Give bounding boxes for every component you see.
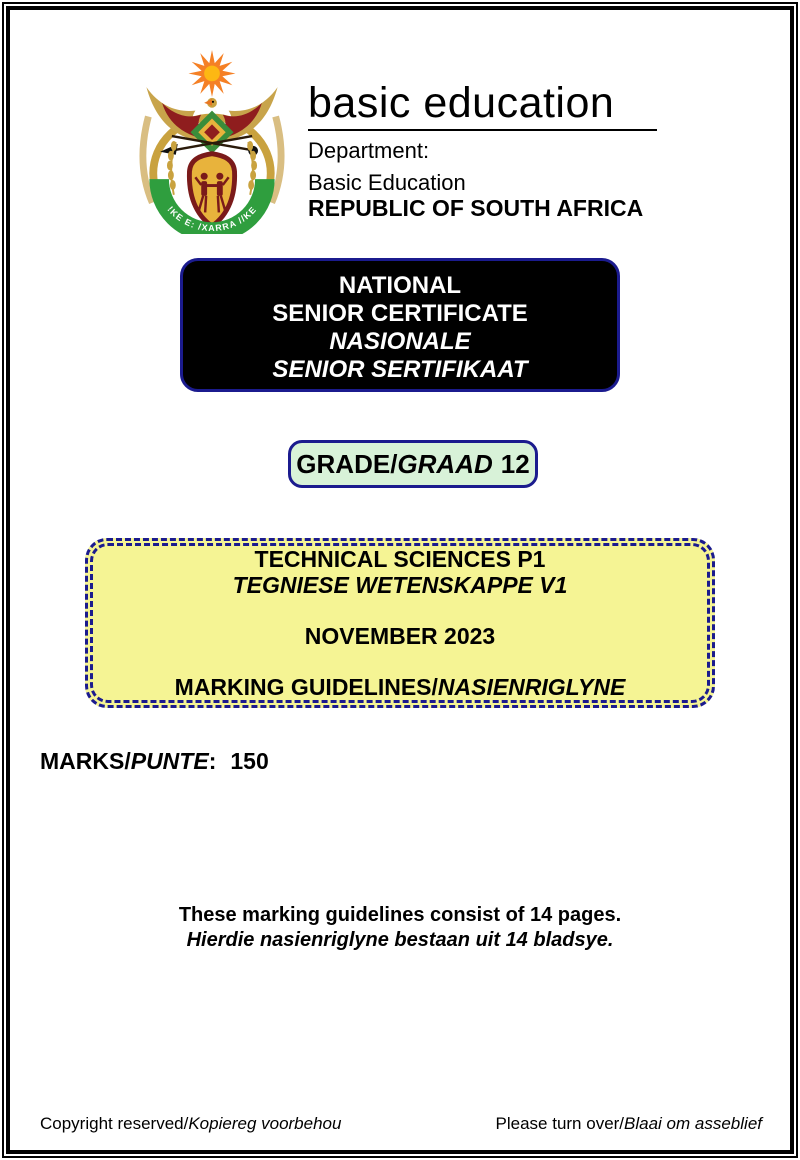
certificate-banner (180, 258, 620, 392)
grade-badge (288, 440, 538, 488)
grade-number: 12 (500, 448, 530, 479)
doc-type-af: NASIENRIGLYNE (437, 674, 626, 700)
sun-core (204, 66, 220, 82)
copyright-notice (40, 1114, 341, 1134)
page-count-note (0, 903, 800, 953)
doc-type-en: MARKING GUIDELINES/ (174, 674, 438, 700)
brand-title: basic education (308, 79, 615, 127)
exam-info-box (85, 538, 715, 708)
subject-title-af: TEGNIESE WETENSKAPPE V1 (232, 572, 568, 598)
turn-over-af: Blaai om asseblief (624, 1114, 762, 1133)
page-count-af: Hierdie nasienriglyne bestaan uit 14 bladsye. (186, 929, 614, 951)
wheat-grain (250, 151, 256, 161)
department-header (308, 80, 668, 221)
page-count-en: These marking guidelines consist of 14 pages. (178, 904, 622, 926)
coat-of-arms-emblem (138, 48, 286, 234)
grade-label-af: GRAAD (397, 448, 493, 479)
grade-label-en: GRADE/ (296, 448, 398, 479)
motto-text: !KE E: /XARRA //KE (165, 204, 259, 234)
copyright-af: Kopiereg voorbehou (188, 1114, 342, 1133)
wheat-grain (247, 141, 253, 151)
certificate-line: SENIOR CERTIFICATE (272, 300, 528, 327)
copyright-en: Copyright reserved/ (40, 1114, 189, 1133)
department-name: Basic Education (308, 170, 466, 195)
exam-info-inner (90, 543, 710, 703)
shield (189, 154, 234, 226)
country-name: REPUBLIC OF SOUTH AFRICA (308, 195, 644, 221)
wheat-grain (167, 161, 173, 171)
wheat-grain (248, 180, 254, 190)
turn-over-notice (496, 1114, 762, 1134)
wheat-grain (168, 151, 174, 161)
certificate-line: NASIONALE (329, 328, 471, 355)
wheat-grain (170, 180, 176, 190)
department-label: Department: (308, 138, 430, 163)
turn-over-en: Please turn over/ (495, 1114, 625, 1133)
wheat-grain (168, 170, 174, 180)
subject-title-en: TECHNICAL SCIENCES P1 (254, 546, 546, 572)
certificate-line: SENIOR SERTIFIKAAT (272, 356, 528, 383)
certificate-line: NATIONAL (338, 272, 462, 299)
marks-separator: : (208, 748, 217, 774)
marks-value: 150 (230, 748, 269, 774)
marks-line (40, 748, 269, 775)
wheat-grain (171, 141, 177, 151)
wheat-grain (250, 170, 256, 180)
marks-label-af: PUNTE (130, 748, 209, 774)
document-type (175, 674, 626, 700)
bird-eye (212, 101, 214, 103)
wheat-grain (251, 161, 257, 171)
exam-session: NOVEMBER 2023 (304, 623, 496, 649)
marks-label-en: MARKS/ (40, 748, 131, 774)
brand-underline (308, 129, 657, 131)
